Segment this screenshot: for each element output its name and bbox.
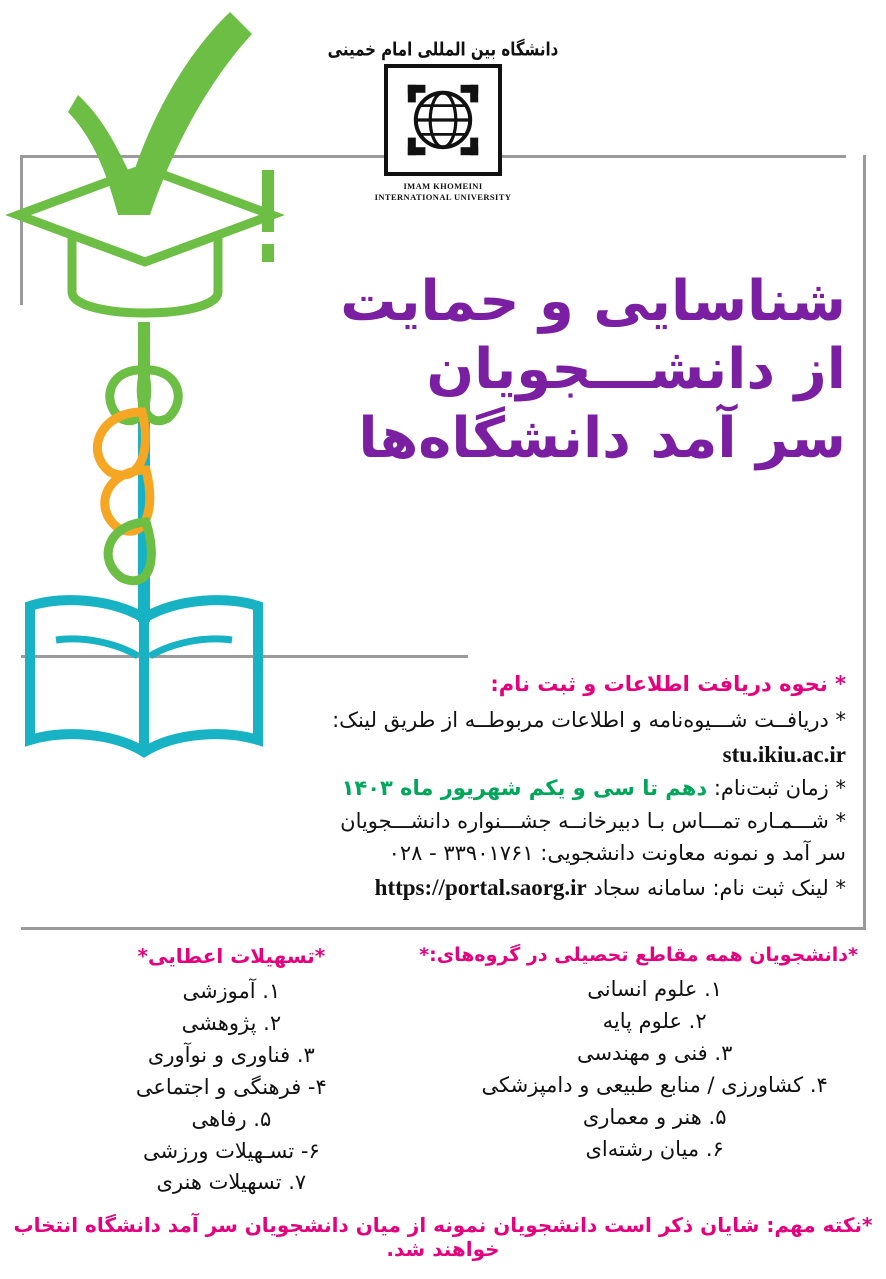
stu-site-link[interactable]: stu.ikiu.ac.ir bbox=[722, 741, 846, 767]
facilities-heading: *تسهیلات اعطایی* bbox=[137, 944, 326, 968]
logo-english-line-2: INTERNATIONAL UNIVERSITY bbox=[374, 192, 512, 202]
title-line-3: سر آمد دانشگاه‌ها bbox=[358, 405, 846, 471]
university-logo bbox=[0, 37, 886, 202]
registration-info-block bbox=[22, 672, 846, 905]
list-item: ۶. میان رشته‌ای bbox=[585, 1136, 724, 1161]
registration-time-label: * زمان ثبت‌نام: bbox=[713, 776, 846, 801]
list-item: ۷. تسهیلات هنری bbox=[156, 1170, 307, 1195]
fields-heading: *دانشجویان همه مقاطع تحصیلی در گروه‌های:* bbox=[419, 944, 858, 966]
info-receive-line: * دریافــت شـــیوه‌نامه و اطلاعات مربوطــه از طریق لینک: bbox=[332, 708, 846, 732]
sajad-portal-link[interactable]: https://portal.saorg.ir bbox=[374, 874, 587, 900]
facilities-list bbox=[28, 976, 435, 1199]
info-registration-link-row bbox=[22, 870, 846, 906]
globe-emblem-icon bbox=[384, 64, 502, 176]
logo-persian-name: دانشگاه بین المللی امام خمینی bbox=[327, 37, 559, 61]
list-item: ۳. فنی و مهندسی bbox=[576, 1040, 733, 1065]
list-item: ۱. آموزشی bbox=[182, 979, 281, 1003]
registration-link-label: * لینک ثبت نام: bbox=[712, 875, 846, 900]
list-item: ۵. رفاهی bbox=[191, 1106, 272, 1131]
list-item: ۲. علوم پایه bbox=[602, 1008, 707, 1033]
info-site-link-row bbox=[22, 737, 846, 773]
list-item: ۱. علوم انسانی bbox=[587, 977, 723, 1001]
info-registration-time-row bbox=[22, 772, 846, 805]
fields-list bbox=[451, 974, 858, 1165]
facilities-column bbox=[28, 944, 435, 1199]
page-title bbox=[286, 268, 846, 473]
fields-column bbox=[419, 944, 858, 1199]
registration-time-value: دهم تا سی و یکم شهریور ماه ۱۴۰۳ bbox=[341, 776, 708, 801]
frame-rule-bottom bbox=[21, 927, 866, 930]
title-line-2: از دانشـــجویان bbox=[426, 337, 846, 403]
list-item: ۲. پژوهشی bbox=[181, 1010, 282, 1035]
footer-note: *نکته مهم: شایان ذکر است دانشجویان نمونه از میان دانشجویان سر آمد دانشگاه انتخاب خواهند شد. bbox=[13, 1213, 873, 1261]
logo-english-line-1: IMAM KHOMEINI bbox=[403, 181, 483, 191]
list-item: ۳. فناوری و نوآوری bbox=[147, 1042, 315, 1067]
info-heading: * نحوه دریافت اطلاعات و ثبت نام: bbox=[490, 672, 846, 696]
list-item: ۴- فرهنگی و اجتماعی bbox=[135, 1074, 327, 1099]
lists-section bbox=[0, 944, 886, 1199]
frame-rule-right bbox=[863, 155, 866, 930]
registration-link-system: سامانه سجاد bbox=[593, 875, 706, 900]
title-line-1: شناسایی و حمایت bbox=[340, 269, 846, 334]
list-item: ۶- تسـهیلات ورزشی bbox=[142, 1138, 320, 1163]
list-item: ۵. هنر و معماری bbox=[582, 1104, 727, 1129]
list-item: ۴. کشاورزی / منابع طبیعی و دامپزشکی bbox=[481, 1072, 828, 1097]
info-contact-line-1: * شـــمـاره تمـــاس بـا دبیرخانــه جشـــنواره دانشـــجویان bbox=[340, 808, 846, 833]
info-contact-line-2: سر آمد و نمونه معاونت دانشجویی: ۳۳۹۰۱۷۶۱ - ۰۲۸ bbox=[388, 841, 846, 866]
